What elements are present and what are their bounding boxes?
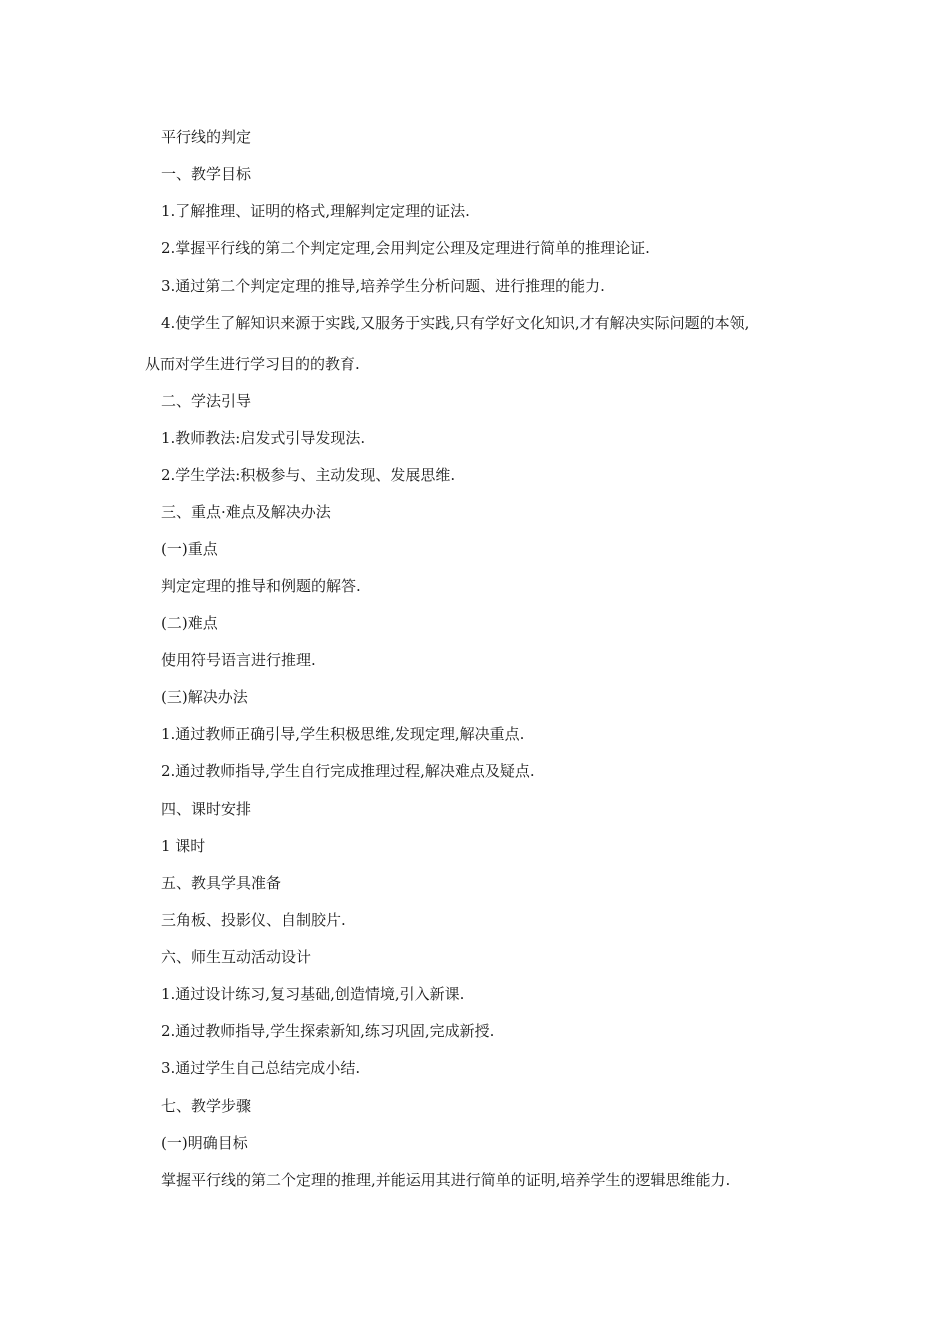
section-heading: 七、教学步骤: [161, 1097, 252, 1115]
paragraph: 3.通过学生自己总结完成小结.: [161, 1059, 361, 1077]
subsection-heading: (一)明确目标: [161, 1134, 248, 1152]
paragraph: 1.通过教师正确引导,学生积极思维,发现定理,解决重点.: [161, 725, 525, 743]
paragraph: 2.通过教师指导,学生自行完成推理过程,解决难点及疑点.: [161, 762, 535, 780]
paragraph: 掌握平行线的第二个定理的推理,并能运用其进行简单的证明,培养学生的逻辑思维能力.: [161, 1171, 731, 1189]
document-title: 平行线的判定: [161, 128, 252, 146]
paragraph: 使用符号语言进行推理.: [161, 651, 316, 669]
section-heading: 六、师生互动活动设计: [161, 948, 312, 966]
paragraph: 1.教师教法:启发式引导发现法.: [161, 429, 366, 447]
paragraph: 2.学生学法:积极参与、主动发现、发展思维.: [161, 466, 456, 484]
subsection-heading: (三)解决办法: [161, 688, 248, 706]
paragraph: 1 课时: [161, 837, 206, 855]
section-heading: 二、学法引导: [161, 392, 252, 410]
section-heading: 一、教学目标: [161, 165, 252, 183]
subsection-heading: (二)难点: [161, 614, 218, 632]
section-heading: 四、课时安排: [161, 800, 252, 818]
paragraph: 2.掌握平行线的第二个判定定理,会用判定公理及定理进行简单的推理论证.: [161, 239, 650, 257]
paragraph: 判定定理的推导和例题的解答.: [161, 577, 361, 595]
section-heading: 三、重点·难点及解决办法: [161, 503, 331, 521]
subsection-heading: (一)重点: [161, 540, 218, 558]
paragraph: 1.了解推理、证明的格式,理解判定定理的证法.: [161, 202, 470, 220]
section-heading: 五、教具学具准备: [161, 874, 282, 892]
paragraph-continuation: 从而对学生进行学习目的的教育.: [145, 355, 360, 373]
paragraph: 2.通过教师指导,学生探索新知,练习巩固,完成新授.: [161, 1022, 495, 1040]
paragraph: 4.使学生了解知识来源于实践,又服务于实践,只有学好文化知识,才有解决实际问题的本领,: [161, 314, 750, 332]
paragraph: 1.通过设计练习,复习基础,创造情境,引入新课.: [161, 985, 465, 1003]
paragraph: 3.通过第二个判定定理的推导,培养学生分析问题、进行推理的能力.: [161, 277, 605, 295]
paragraph: 三角板、投影仪、自制胶片.: [161, 911, 346, 929]
